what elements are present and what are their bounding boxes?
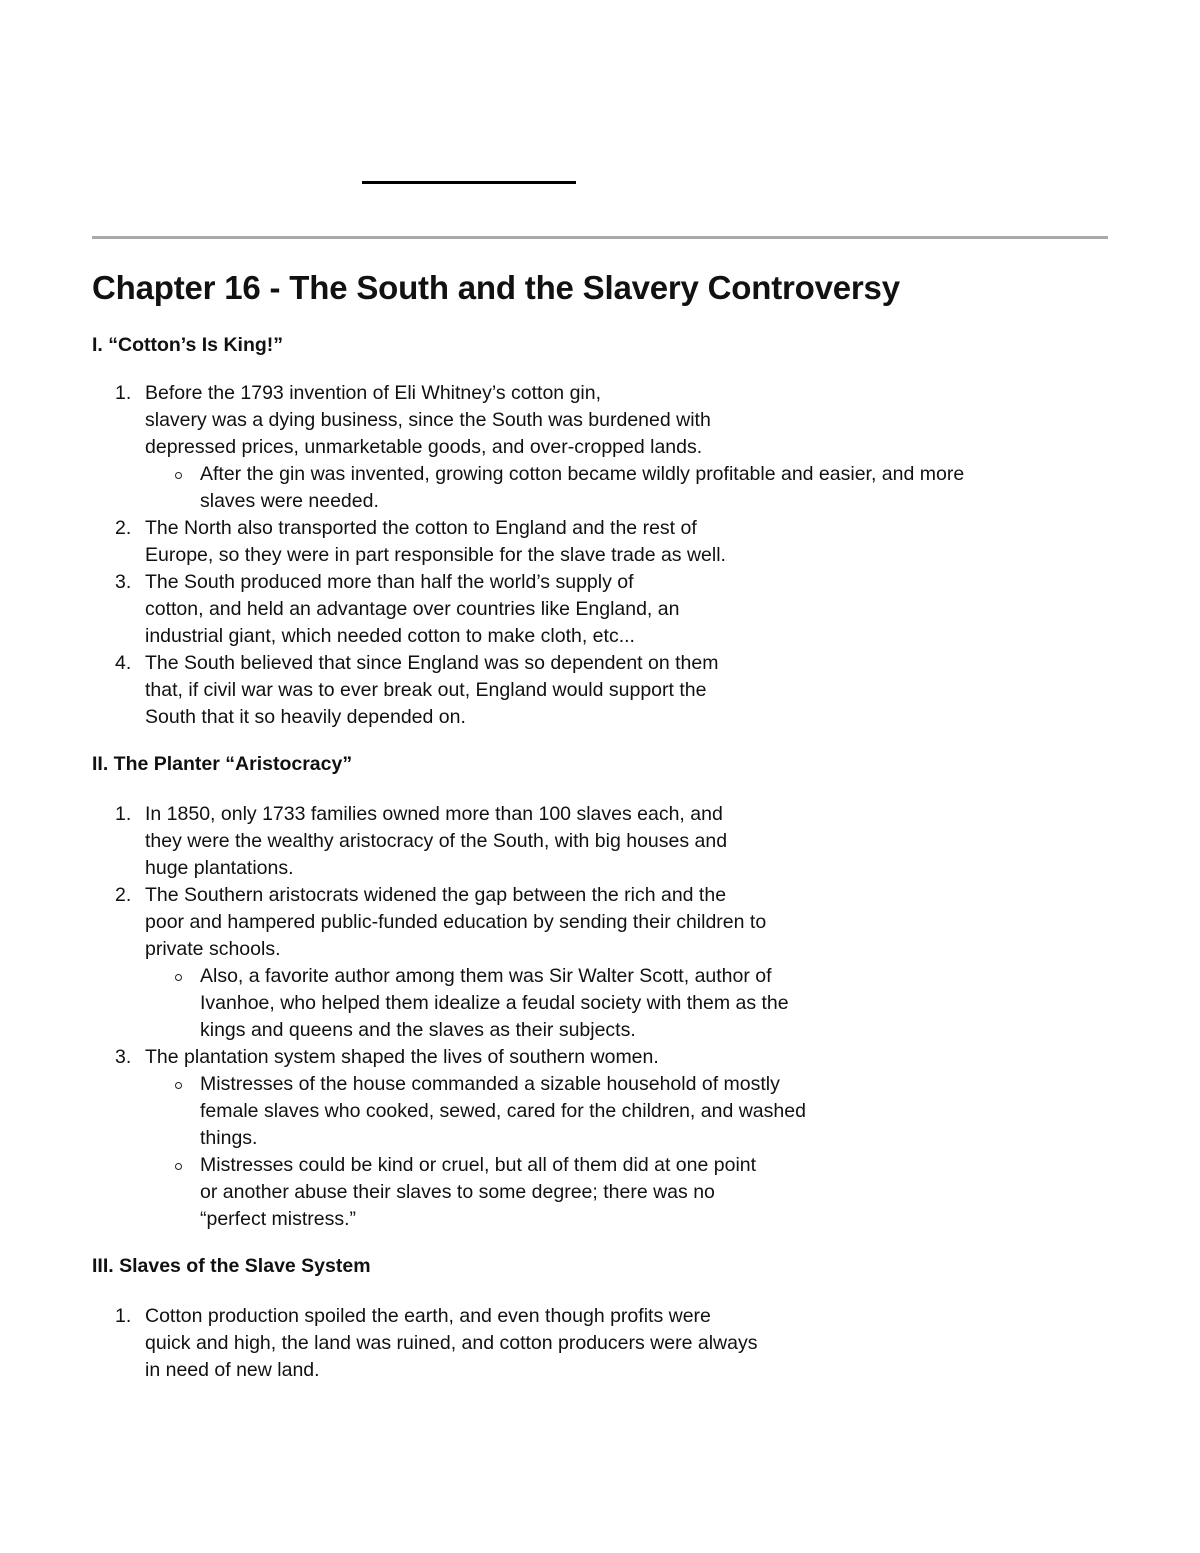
item-text: The South produced more than half the world’s supply of cotton, and held an advantage over countries like England, an industrial giant, which needed cotton to make cloth, etc...: [145, 571, 680, 647]
sub-list-item: Mistresses could be kind or cruel, but all of them did at one point or another abuse their slaves to some degree; there was no “perfect mistress.”: [145, 1152, 1108, 1233]
list-item: [92, 1303, 1108, 1384]
list-item: [92, 515, 1108, 569]
item-number: 1.: [115, 803, 132, 825]
sub-list-item: Also, a favorite author among them was Sir Walter Scott, author of Ivanhoe, who helped them idealize a feudal society with them as the kings and queens and the slaves as their subjects.: [145, 963, 1108, 1044]
list-item: [92, 569, 1108, 650]
item-number: 1.: [115, 382, 132, 404]
sub-list-item: Mistresses of the house commanded a sizable household of mostly female slaves who cooked, sewed, cared for the children, and washed things.: [145, 1071, 1108, 1152]
hollow-bullet-icon: [175, 1082, 182, 1089]
sub-list: [145, 963, 1108, 1044]
section-3-list: [92, 1303, 1108, 1384]
section-1-list: [92, 380, 1108, 731]
hollow-bullet-icon: [175, 1163, 182, 1170]
item-number: 1.: [115, 1305, 132, 1327]
list-item: [92, 650, 1108, 731]
list-item: [92, 1044, 1108, 1233]
hollow-bullet-icon: [175, 974, 182, 981]
sub-list: [145, 1071, 1108, 1233]
item-text: The Southern aristocrats widened the gap between the rich and the poor and hampered public-funded education by sending their children to private schools.: [145, 884, 767, 960]
item-text: In 1850, only 1733 families owned more than 100 slaves each, and they were the wealthy aristocracy of the South, with big houses and huge plantations.: [145, 803, 728, 879]
item-number: 3.: [115, 571, 132, 593]
document-content: [92, 268, 1108, 1384]
item-number: 3.: [115, 1046, 132, 1068]
sub-list: [145, 461, 1108, 515]
item-number: 2.: [115, 884, 132, 906]
item-text: The plantation system shaped the lives of southern women.: [145, 1046, 659, 1068]
item-text: The North also transported the cotton to England and the rest of Europe, so they were in part responsible for the slave trade as well.: [145, 517, 726, 566]
item-number: 4.: [115, 652, 132, 674]
section-2-list: [92, 801, 1108, 1233]
section-heading-2: II. The Planter “Aristocracy”: [92, 753, 353, 775]
section-heading-3: III. Slaves of the Slave System: [92, 1255, 371, 1277]
item-text: Cotton production spoiled the earth, and even though profits were quick and high, the land was ruined, and cotton producers were always in need of new land.: [145, 1305, 758, 1381]
sub-list-item: After the gin was invented, growing cotton became wildly profitable and easier, and more slaves were needed.: [145, 461, 1108, 515]
item-text: Before the 1793 invention of Eli Whitney’s cotton gin, slavery was a dying business, since the South was burdened with depressed prices, unmarketable goods, and over-cropped lands.: [145, 382, 711, 458]
item-number: 2.: [115, 517, 132, 539]
hollow-bullet-icon: [175, 472, 182, 479]
list-item: [92, 380, 1108, 515]
page-title: Chapter 16 - The South and the Slavery Controversy: [92, 269, 900, 306]
redacted-name-line: [362, 181, 576, 184]
horizontal-rule: [92, 236, 1108, 239]
list-item: [92, 882, 1108, 1044]
list-item: [92, 801, 1108, 882]
item-text: The South believed that since England was so dependent on them that, if civil war was to ever break out, England would support the South that it so heavily depended on.: [145, 652, 719, 728]
section-heading-1: I. “Cotton’s Is King!”: [92, 334, 284, 356]
